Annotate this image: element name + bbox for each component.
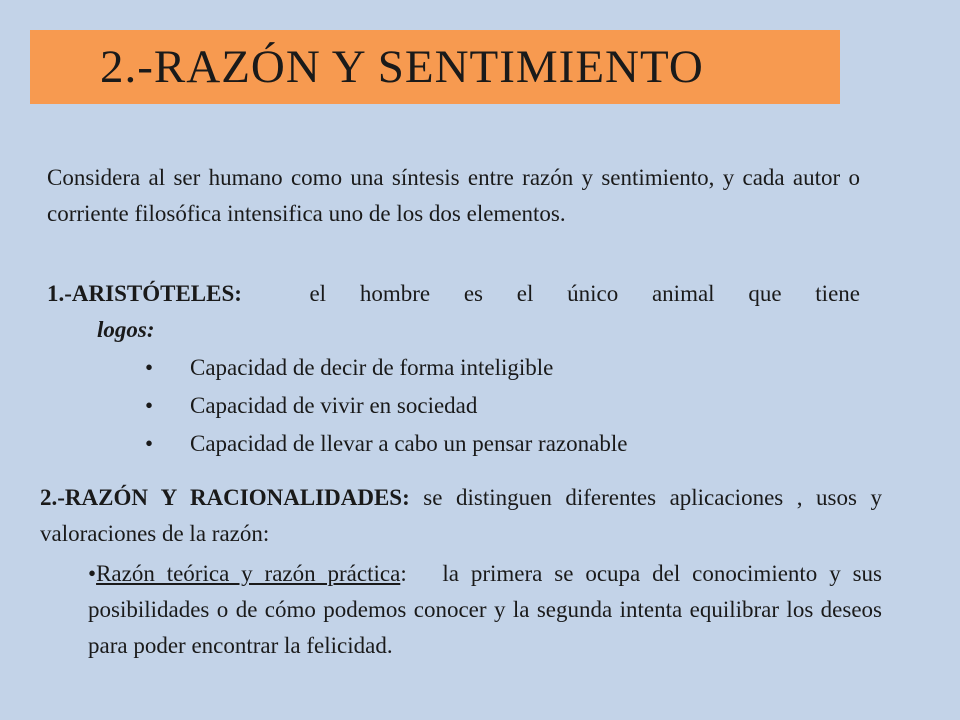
bullet-icon: • [145,393,154,418]
slide-title: 2.-RAZÓN Y SENTIMIENTO [100,41,704,93]
bullet-text: Capacidad de decir de forma inteligible [190,355,554,380]
racionalidades-heading: 2.-RAZÓN Y RACIONALIDADES: [40,485,410,510]
logos-bullet-list [145,349,627,463]
aristoteles-section [47,276,860,348]
bullet-icon: • [88,561,97,586]
list-item [145,425,627,463]
aristoteles-text: el hombre es el único animal que tiene [309,281,860,306]
aristoteles-line [47,276,860,312]
title-banner [30,30,840,104]
racionalidades-text: se distinguen diferentes aplicaciones , usos y valoraciones de la razón: [40,485,882,546]
bullet-icon: • [145,355,154,380]
bullet-icon: • [145,431,154,456]
razon-term: Razón teórica y razón práctica [96,561,401,586]
aristoteles-heading: 1.-ARISTÓTELES: [47,281,242,306]
racionalidades-section [40,480,882,552]
razon-sub-bullet [88,556,882,664]
razon-colon: : [400,561,407,586]
list-item [145,387,627,425]
intro-paragraph: Considera al ser humano como una síntesis entre razón y sentimiento, y cada autor o corriente filosófica intensifica uno de los dos elementos. [47,165,860,226]
logos-term: logos: [97,317,155,342]
bullet-text: Capacidad de vivir en sociedad [190,393,478,418]
list-item [145,349,627,387]
razon-text: la primera se ocupa del conocimiento y sus posibilidades o de cómo podemos conocer y la segunda intenta equilibrar los deseos para poder encontrar la felicidad. [88,561,882,658]
bullet-text: Capacidad de llevar a cabo un pensar razonable [190,431,628,456]
